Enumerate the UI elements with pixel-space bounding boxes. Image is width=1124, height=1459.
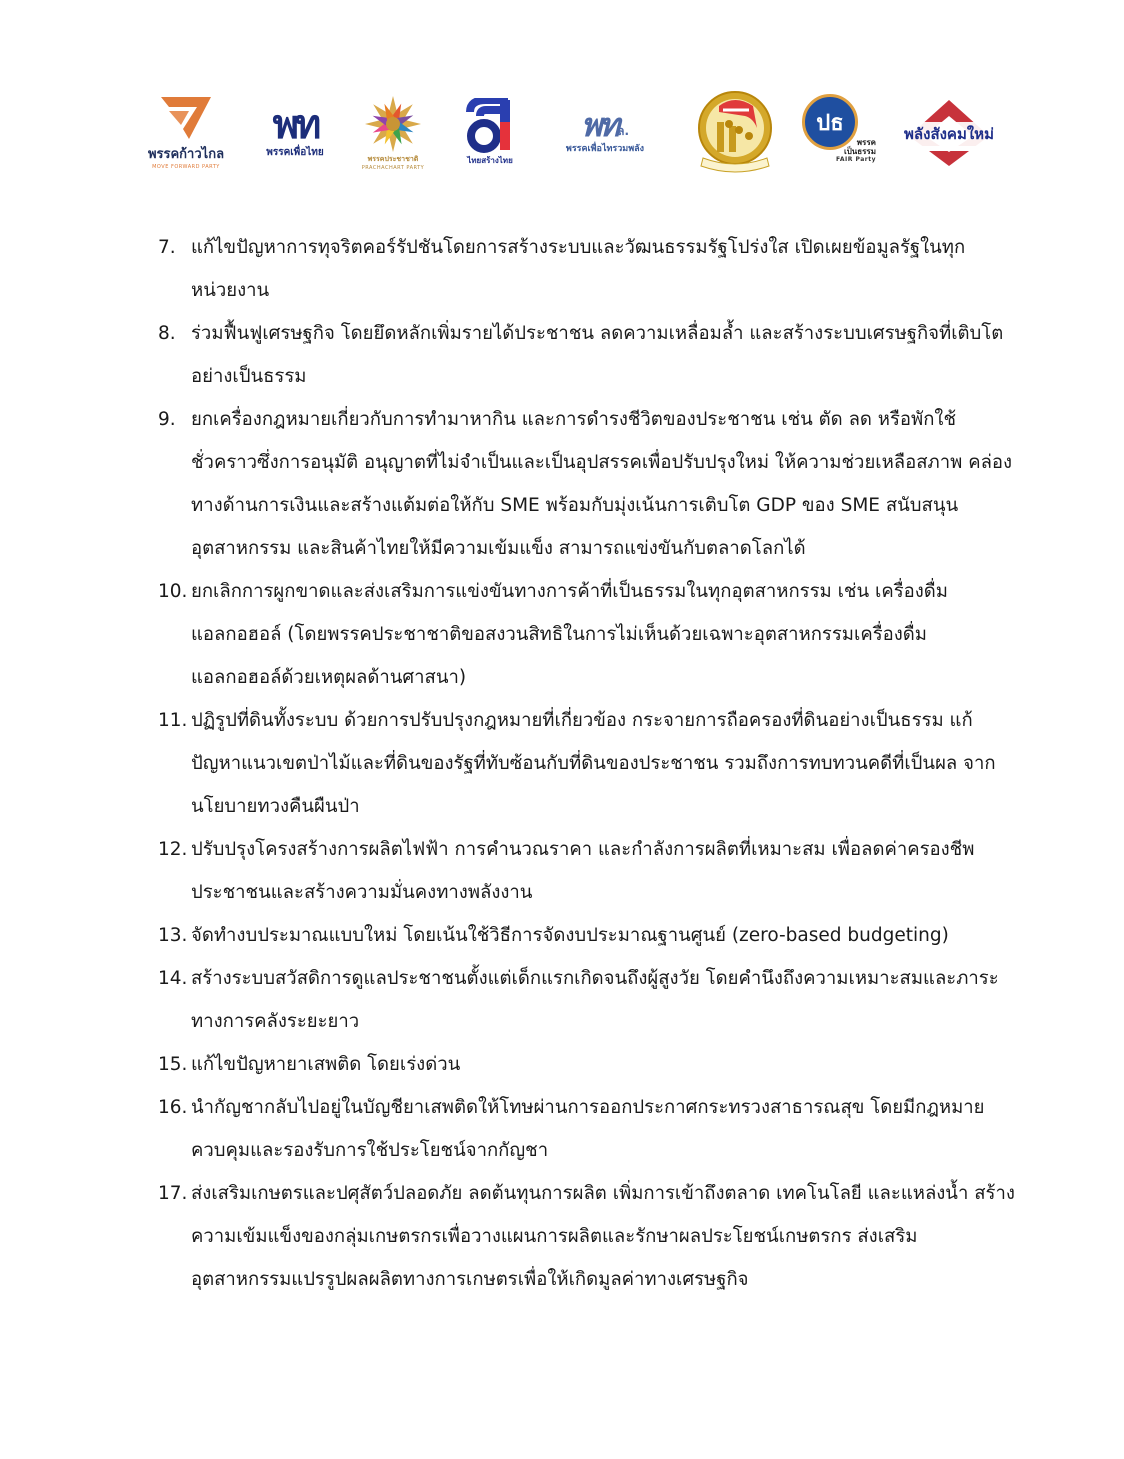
thai-sang-thai-mark-icon: [464, 98, 516, 154]
fair-party-mark: ปธ: [816, 110, 844, 136]
policy-number: 8.: [158, 323, 176, 344]
policy-number: 13.: [158, 925, 188, 946]
move-forward-mark-icon: [159, 95, 213, 141]
policy-text: สร้างระบบสวัสดิการดูแลประชาชนตั้งแต่เด็กแรกเกิดจนถึงผู้สูงวัย โดยคำนึงถึงความเหมาะสมและภาระ ทางการคลังระยะยาว: [191, 968, 999, 1032]
logo-label: พรรคเพื่อไทรวมพลัง: [565, 144, 645, 154]
policy-item-16: [155, 1086, 1015, 1172]
policy-text: นำกัญชากลับไปอยู่ในบัญชียาเสพติดให้โทษผ่านการออกประกาศกระทรวงสาธารณสุข โดยมีกฎหมาย ควบคุมและรองรับการใช้ประโยชน์จากกัญชา: [191, 1097, 985, 1161]
policy-number: 17.: [158, 1183, 188, 1204]
logo-move-forward: [138, 82, 234, 182]
policy-item-15: [155, 1043, 1015, 1086]
logo-sublabel: PRACHACHART PARTY: [361, 164, 425, 171]
policy-list: [155, 226, 1015, 1301]
logo-label: พรรคเพื่อไทย: [266, 146, 324, 158]
pheu-thai-mark: พท: [272, 101, 318, 148]
policy-text: แก้ไขปัญหายาเสพติด โดยเร่งด่วน: [191, 1054, 461, 1075]
policy-number: 14.: [158, 968, 188, 989]
policy-item-9: [155, 398, 1015, 570]
policy-item-14: [155, 957, 1015, 1043]
policy-number: 10.: [158, 581, 188, 602]
logo-seri-ruam-thai: [692, 82, 778, 182]
logo-label: ไทยสร้างไทย: [467, 155, 513, 165]
policy-number: 16.: [158, 1097, 188, 1118]
policy-number: 7.: [158, 237, 176, 258]
logo-sublabel: MOVE FORWARD PARTY: [152, 163, 220, 170]
policy-text: ส่งเสริมเกษตรและปศุสัตว์ปลอดภัย ลดต้นทุนการผลิต เพิ่มการเข้าถึงตลาด เทคโนโลยี และแหล่งน้ำ สร้างความเข้มแข็งของกลุ่มเกษตรกรเพื่อวางแผนการผลิตและรักษาผลประโยชน์เกษตรกร ส่งเสริม อุตสาหกรรมแปรรูปผลผลิตทางการเกษตรเพื่อให้เกิดมูลค่าทางเศรษฐกิจ: [191, 1183, 1015, 1290]
policy-item-12: [155, 828, 1015, 914]
policy-item-7: [155, 226, 1015, 312]
policy-text: จัดทำงบประมาณแบบใหม่ โดยเน้นใช้วิธีการจัดงบประมาณฐานศูนย์ (zero-based budgeting): [191, 925, 949, 946]
ptr-mark-suffix: ล.: [617, 124, 630, 138]
logo-label: พรรคประชาชาติ: [367, 154, 419, 163]
policy-item-13: [155, 914, 1015, 957]
logo-label-line1: พรรค: [856, 138, 876, 147]
golden-flower-icon: [363, 94, 423, 154]
logo-new-social-power: [890, 82, 1008, 182]
logo-fair-party: [798, 82, 878, 182]
policy-number: 12.: [158, 839, 188, 860]
policy-text: แก้ไขปัญหาการทุจริตคอร์รัปชันโดยการสร้างระบบและวัฒนธรรมรัฐโปร่งใส เปิดเผยข้อมูลรัฐในทุก หน่วยงาน: [191, 237, 966, 301]
policy-number: 15.: [158, 1054, 188, 1075]
policy-item-8: [155, 312, 1015, 398]
policy-text: ยกเครื่องกฎหมายเกี่ยวกับการทำมาหากิน และการดำรงชีวิตของประชาชน เช่น ตัด ลด หรือพักใช้ ชั่วคราวซึ่งการอนุมัติ อนุญาตที่ไม่จำเป็นและเป็นอุปสรรคเพื่อปรับปรุงใหม่ ให้ความช่วยเหลือสภาพ คล่องทางด้านการเงินและสร้างแต้มต่อให้กับ SME พร้อมกับมุ่งเน้นการเติบโต GDP ของ SME สนับสนุน อุตสาหกรรม และสินค้าไทยให้มีความเข้มแข็ง สามารถแข่งขันกับตลาดโลกได้: [191, 409, 1013, 559]
logo-label: พรรคก้าวไกล: [147, 146, 225, 162]
logo-thai-sang-thai: [460, 82, 520, 182]
party-logo-bar: [130, 82, 1010, 182]
policy-item-17: [155, 1172, 1015, 1301]
policy-text: ปฏิรูปที่ดินทั้งระบบ ด้วยการปรับปรุงกฎหมายที่เกี่ยวข้อง กระจายการถือครองที่ดินอย่างเป็นธรรม แก้ปัญหาแนวเขตป่าไม้และที่ดินของรัฐที่ทับซ้อนกับที่ดินของประชาชน รวมถึงการทบทวนคดีที่เป็นผล จากนโยบายทวงคืนผืนป่า: [191, 710, 996, 817]
logo-label-line2: เป็นธรรม: [843, 147, 876, 156]
logo-sublabel: FAIR Party: [835, 156, 876, 163]
policy-item-11: [155, 699, 1015, 828]
policy-text: ปรับปรุงโครงสร้างการผลิตไฟฟ้า การคำนวณราคา และกำลังการผลิตที่เหมาะสม เพื่อลดค่าครองชีพ ประชาชนและสร้างความมั่นคงทางพลังงาน: [191, 839, 975, 903]
policy-item-10: [155, 570, 1015, 699]
logo-pheu-thai: [255, 82, 335, 182]
golden-emblem-icon: [695, 88, 775, 176]
logo-pheu-thai-ruam-palang: [550, 82, 660, 182]
policy-number: 9.: [158, 409, 176, 430]
logo-prachachart: [358, 82, 428, 182]
policy-text: ร่วมฟื้นฟูเศรษฐกิจ โดยยึดหลักเพิ่มรายได้ประชาชน ลดความเหลื่อมล้ำ และสร้างระบบเศรษฐกิจที่เติบโต อย่างเป็นธรรม: [191, 323, 1004, 387]
logo-label: พลังสังคมใหม่: [890, 122, 1008, 146]
policy-number: 11.: [158, 710, 188, 731]
ptr-mark: พท: [580, 106, 618, 144]
policy-text: ยกเลิกการผูกขาดและส่งเสริมการแข่งขันทางการค้าที่เป็นธรรมในทุกอุตสาหกรรม เช่น เครื่องดื่ม แอลกอฮอล์ (โดยพรรคประชาชาติขอสงวนสิทธิในการไม่เห็นด้วยเฉพาะอุตสาหกรรมเครื่องดื่ม แอลกอฮอล์ด้วยเหตุผลด้านศาสนา): [191, 581, 949, 688]
